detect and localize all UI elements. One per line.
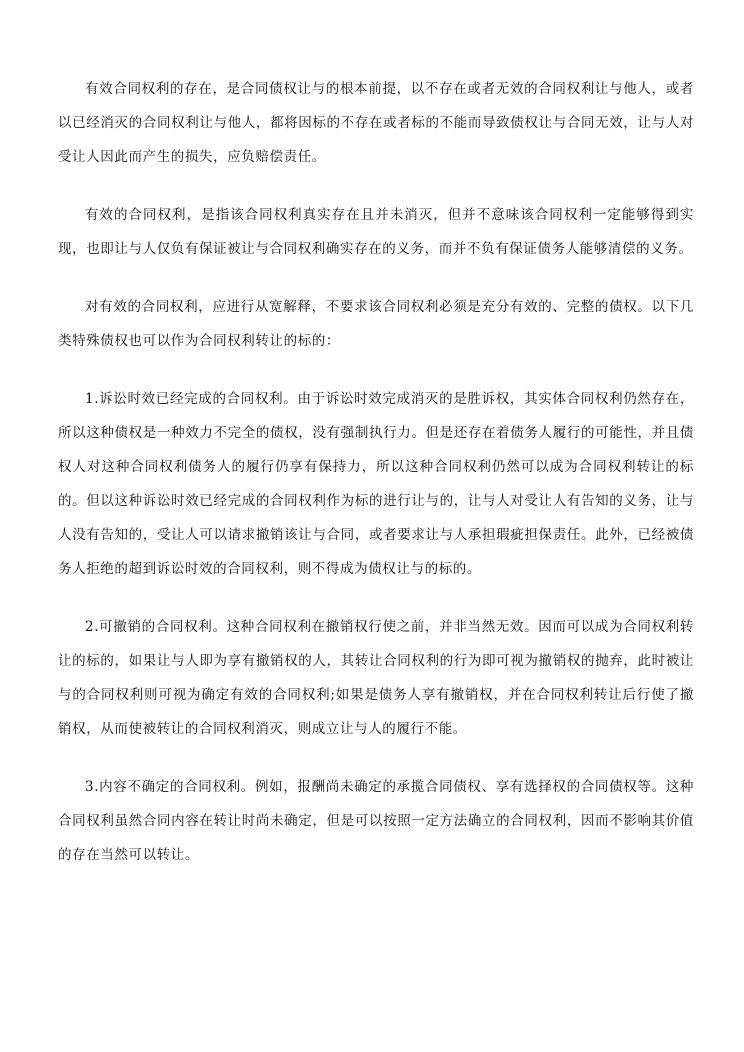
paragraph-3: 对有效的合同权利，应进行从宽解释，不要求该合同权利必须是充分有效的、完整的债权。以下几类特殊债权也可以作为合同权利转让的标的： — [58, 299, 694, 349]
paragraph-5: 2.可撤销的合同权利。这种合同权利在撤销权行使之前，并非当然无效。因而可以成为合同权利转让的标的，如果让与人即为享有撤销权的人，其转让合同权利的行为即可视为撤销权的抛弃，此时被让与的合同权利则可视为确定有效的合同权利;如果是债务人享有撤销权，并在合同权利转让后行使了撤销权，从而使被转让的合同权利消灭，则成立让与人的履行不能。 — [58, 619, 694, 737]
paragraph-2: 有效的合同权利，是指该合同权利真实存在且并未消灭，但并不意味该合同权利一定能够得到实现，也即让与人仅负有保证被让与合同权利确实存在的义务，而并不负有保证债务人能够清偿的义务。 — [58, 207, 694, 257]
paragraph-1: 有效合同权利的存在，是合同债权让与的根本前提，以不存在或者无效的合同权利让与他人，或者以已经消灭的合同权利让与他人，都将因标的不存在或者标的不能而导致债权让与合同无效，让与人对受让人因此而产生的损失，应负赔偿责任。 — [58, 81, 694, 165]
paragraph-4: 1.诉讼时效已经完成的合同权利。由于诉讼时效完成消灭的是胜诉权，其实体合同权利仍然存在，所以这种债权是一种效力不完全的债权，没有强制执行力。但是还存在着债务人履行的可能性，并且债权人对这种合同权利债务人的履行仍享有保持力，所以这种合同权利仍然可以成为合同权利转让的标的。但以这种诉讼时效已经完成的合同权利作为标的进行让与的，让与人对受让人有告知的义务，让与人没有告知的，受让人可以请求撤销该让与合同，或者要求让与人承担瑕疵担保责任。此外，已经被债务人拒绝的超到诉讼时效的合同权利，则不得成为债权让与的标的。 — [58, 391, 694, 577]
paragraph-6: 3.内容不确定的合同权利。例如，报酬尚未确定的承揽合同债权、享有选择权的合同债权等。这种合同权利虽然合同内容在转让时尚未确定，但是可以按照一定方法确立的合同权利，因而不影响其价值的存在当然可以转让。 — [58, 779, 694, 863]
document-body — [58, 72, 694, 896]
